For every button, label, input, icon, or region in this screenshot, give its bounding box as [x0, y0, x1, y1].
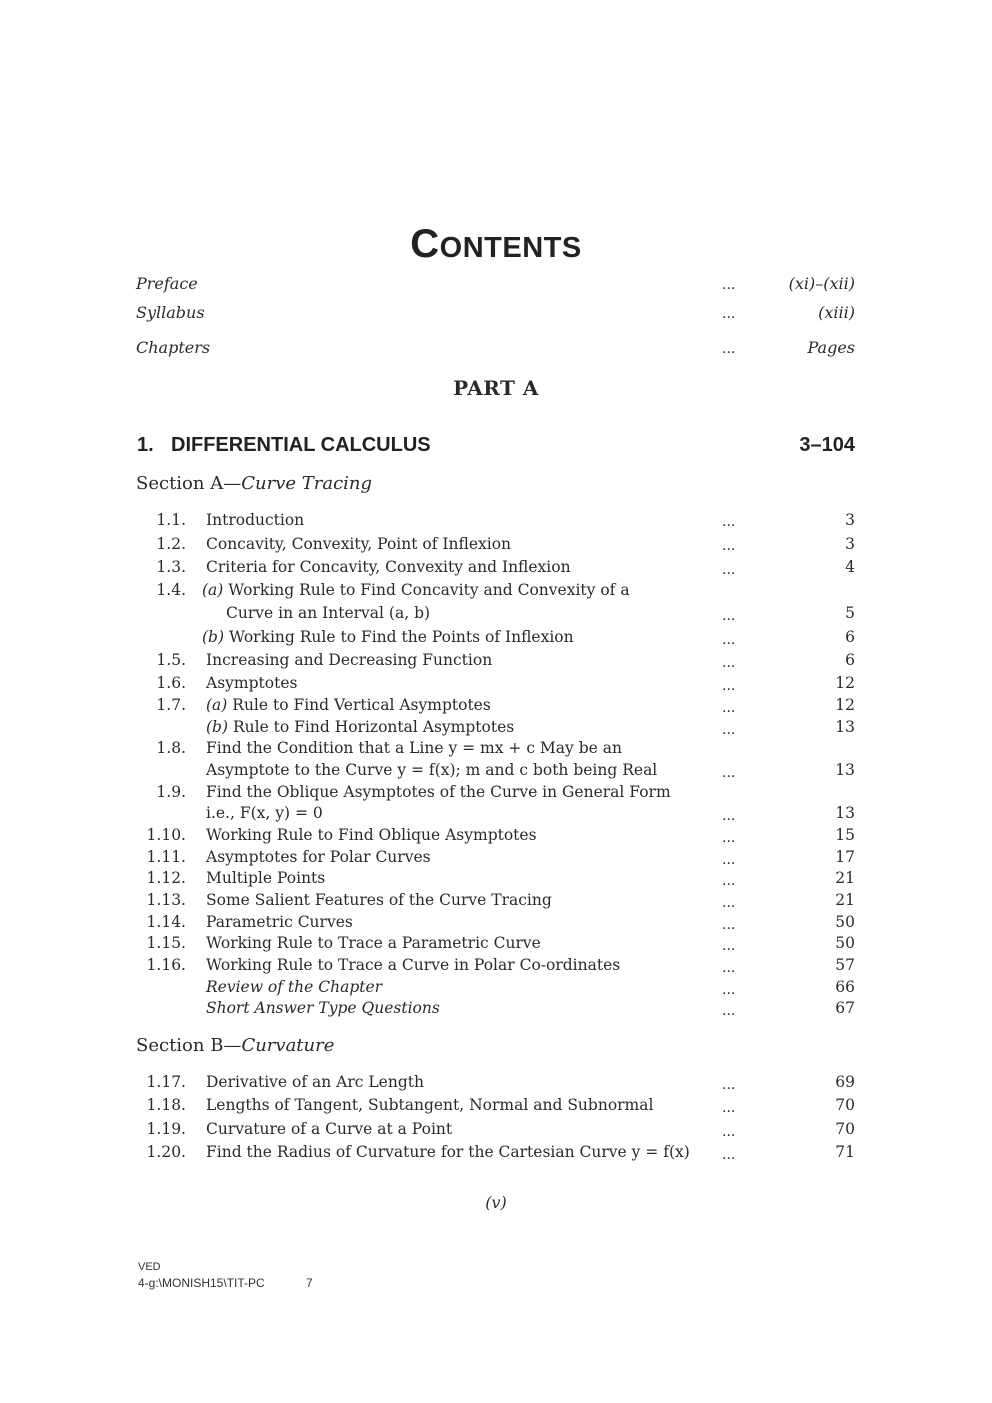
entry-title: Derivative of an Arc Length: [206, 1073, 424, 1091]
entry-dots: ...: [722, 1003, 736, 1019]
entry-page: 17: [835, 848, 855, 866]
preface-dots: ...: [722, 277, 736, 293]
chapter-number: 1.: [137, 434, 154, 456]
entry-number: 1.10.: [146, 826, 186, 844]
entry-number: 1.19.: [146, 1120, 186, 1138]
entry-dots: ...: [722, 873, 736, 889]
review-entry: Review of the Chapter: [206, 978, 383, 996]
entry-dots: ...: [722, 1124, 736, 1140]
entry-page: 12: [835, 696, 855, 714]
entry-page: 66: [835, 978, 855, 996]
entry-page: 3: [845, 535, 855, 553]
entry-dots: ...: [722, 655, 736, 671]
entry-page: 6: [845, 628, 855, 646]
entry-page: 5: [845, 604, 855, 622]
entry-number: 1.8.: [156, 739, 186, 757]
entry-dots: ...: [722, 562, 736, 578]
footer-code: VED: [138, 1261, 161, 1273]
entry-page: 3: [845, 511, 855, 529]
entry-title: Concavity, Convexity, Point of Inflexion: [206, 535, 512, 553]
entry-dots: ...: [722, 895, 736, 911]
entry-dots: ...: [722, 514, 736, 530]
entry-dots: ...: [722, 765, 736, 781]
entry-dots: ...: [722, 938, 736, 954]
entry-page: 71: [835, 1143, 855, 1161]
entry-page: 50: [835, 913, 855, 931]
part-heading: PART A: [453, 376, 539, 400]
page-number: (v): [485, 1193, 507, 1212]
entry-dots: ...: [722, 678, 736, 694]
entry-dots: ...: [722, 830, 736, 846]
entry-number: 1.15.: [146, 934, 186, 952]
entry-dots: ...: [722, 852, 736, 868]
entry-number: 1.2.: [156, 535, 186, 553]
entry-number: 1.4.: [156, 581, 186, 599]
chapter-pages: 3–104: [799, 434, 855, 456]
entry-dots: ...: [722, 808, 736, 824]
entry-dots: ...: [722, 960, 736, 976]
chapter-title: DIFFERENTIAL CALCULUS: [171, 434, 431, 456]
entry-number: 1.13.: [146, 891, 186, 909]
syllabus-pages: (xiii): [818, 303, 855, 322]
short-answer-entry: Short Answer Type Questions: [206, 999, 440, 1017]
entry-title: Asymptotes: [206, 674, 298, 692]
entry-title: (a) Rule to Find Vertical Asymptotes: [206, 696, 491, 714]
entry-page: 67: [835, 999, 855, 1017]
entry-title: Parametric Curves: [206, 913, 353, 931]
entry-dots: ...: [722, 700, 736, 716]
contents-title: CONTENTS: [410, 222, 582, 266]
entry-title: Find the Radius of Curvature for the Cartesian Curve y = f(x): [206, 1143, 690, 1161]
entry-number: 1.3.: [156, 558, 186, 576]
entry-number: 1.5.: [156, 651, 186, 669]
entry-page: 13: [835, 718, 855, 736]
chapters-label: Chapters: [136, 338, 211, 357]
syllabus-label: Syllabus: [136, 303, 205, 322]
section-a-heading: Section A—Curve Tracing: [136, 473, 373, 494]
entry-title: (b) Working Rule to Find the Points of Inflexion: [202, 628, 574, 646]
entry-dots: ...: [722, 538, 736, 554]
entry-title: Working Rule to Trace a Parametric Curve: [206, 934, 541, 952]
entry-dots: ...: [722, 917, 736, 933]
entry-number: 1.17.: [146, 1073, 186, 1091]
entry-title: Introduction: [206, 511, 305, 529]
entry-dots: ...: [722, 982, 736, 998]
footer-sheet-number: 7: [306, 1276, 313, 1290]
entry-page: 13: [835, 804, 855, 822]
entry-number: 1.12.: [146, 869, 186, 887]
entry-page: 6: [845, 651, 855, 669]
entry-number: 1.7.: [156, 696, 186, 714]
preface-label: Preface: [136, 274, 198, 293]
entry-title-continuation: Asymptote to the Curve y = f(x); m and c both being Real: [206, 761, 658, 779]
entry-title-continuation: i.e., F(x, y) = 0: [206, 804, 323, 822]
entry-number: 1.1.: [156, 511, 186, 529]
entry-page: 70: [835, 1096, 855, 1114]
entry-page: 4: [845, 558, 855, 576]
entry-title: Find the Oblique Asymptotes of the Curve in General Form: [206, 783, 671, 801]
entry-page: 15: [835, 826, 855, 844]
entry-page: 69: [835, 1073, 855, 1091]
entry-number: 1.11.: [146, 848, 186, 866]
chapters-pages: Pages: [807, 338, 855, 357]
entry-number: 1.18.: [146, 1096, 186, 1114]
entry-number: 1.9.: [156, 783, 186, 801]
entry-page: 50: [835, 934, 855, 952]
entry-page: 13: [835, 761, 855, 779]
entry-number: 1.20.: [146, 1143, 186, 1161]
entry-dots: ...: [722, 722, 736, 738]
section-b-heading: Section B—Curvature: [136, 1035, 335, 1056]
entry-dots: ...: [722, 608, 736, 624]
entry-number: 1.16.: [146, 956, 186, 974]
entry-title: Criteria for Concavity, Convexity and Inflexion: [206, 558, 571, 576]
chapters-dots: ...: [722, 341, 736, 357]
entry-page: 12: [835, 674, 855, 692]
entry-dots: ...: [722, 1077, 736, 1093]
entry-title: Working Rule to Find Oblique Asymptotes: [206, 826, 537, 844]
entry-page: 57: [835, 956, 855, 974]
entry-title: Some Salient Features of the Curve Tracing: [206, 891, 552, 909]
preface-pages: (xi)–(xii): [788, 274, 855, 293]
entry-number: 1.6.: [156, 674, 186, 692]
entry-page: 21: [835, 891, 855, 909]
footer-path: 4-g:\MONISH15\TIT-PC: [138, 1276, 265, 1290]
entry-title: (b) Rule to Find Horizontal Asymptotes: [206, 718, 515, 736]
entry-title: Increasing and Decreasing Function: [206, 651, 493, 669]
entry-title: Multiple Points: [206, 869, 326, 887]
entry-title: Asymptotes for Polar Curves: [206, 848, 431, 866]
entry-title: Curvature of a Curve at a Point: [206, 1120, 453, 1138]
entry-title: Lengths of Tangent, Subtangent, Normal and Subnormal: [206, 1096, 654, 1114]
entry-title: Find the Condition that a Line y = mx + c May be an: [206, 739, 622, 757]
entry-dots: ...: [722, 632, 736, 648]
entry-dots: ...: [722, 1147, 736, 1163]
entry-title-continuation: Curve in an Interval (a, b): [226, 604, 431, 622]
entry-page: 21: [835, 869, 855, 887]
entry-title: Working Rule to Trace a Curve in Polar Co-ordinates: [206, 956, 621, 974]
entry-dots: ...: [722, 1100, 736, 1116]
entry-title: (a) Working Rule to Find Concavity and Convexity of a: [202, 581, 630, 599]
entry-number: 1.14.: [146, 913, 186, 931]
syllabus-dots: ...: [722, 306, 736, 322]
entry-page: 70: [835, 1120, 855, 1138]
